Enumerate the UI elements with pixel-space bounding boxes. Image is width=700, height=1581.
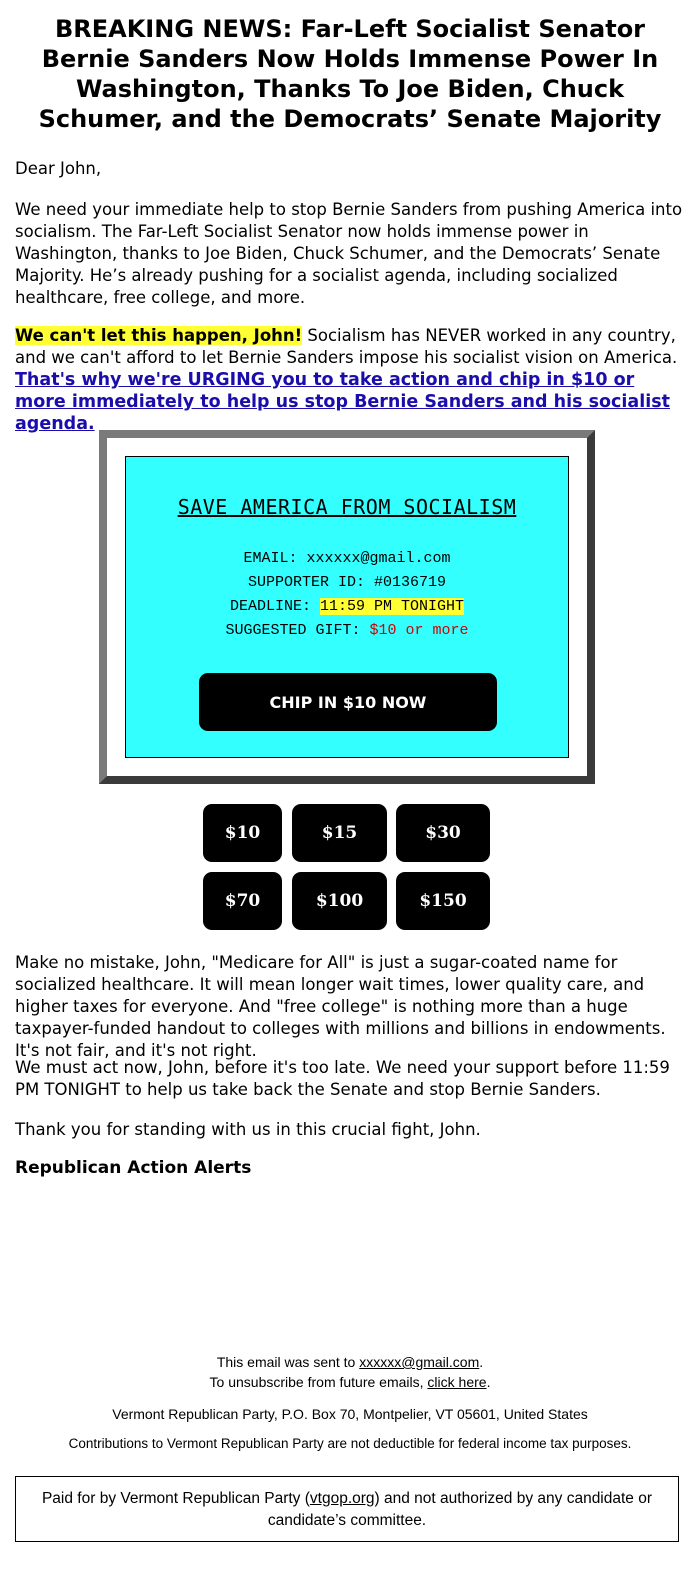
suggested-gift-value: $10 or more: [369, 622, 469, 639]
sent-to-text: This email was sent to: [216, 1354, 360, 1370]
mailing-address: Vermont Republican Party, P.O. Box 70, Montpelier, VT 05601, United States: [112, 1406, 588, 1422]
tax-disclaimer: Contributions to Vermont Republican Party are not deductible for federal income tax purposes.: [68, 1436, 632, 1451]
greeting: Dear John,: [15, 159, 102, 178]
unsubscribe-link[interactable]: click here: [427, 1374, 487, 1390]
thank-you-paragraph: Thank you for standing with us in this crucial fight, John.: [15, 1120, 481, 1139]
donate-link[interactable]: That's why we're URGING you to take action and chip in $10 or more immediately to help us stop Bernie Sanders and his socialist agenda.: [15, 370, 670, 434]
suggested-gift-line: [126, 621, 568, 641]
donation-box-title: SAVE AMERICA FROM SOCIALISM: [177, 495, 517, 519]
urgency-text: Socialism has NEVER worked in any country, and we can't afford to let Bernie Sanders impose his socialist vision on America.: [15, 326, 678, 367]
amount-button-15[interactable]: $15: [292, 804, 387, 862]
supporter-id-line: [126, 573, 568, 593]
supporter-id-label: SUPPORTER ID:: [247, 574, 374, 591]
highlighted-callout: We can't let this happen, John!: [15, 326, 303, 345]
sent-to-email-link[interactable]: xxxxxx@gmail.com: [359, 1354, 480, 1370]
intro-paragraph: We need your immediate help to stop Bernie Sanders from pushing America into socialism. The Far-Left Socialist Senator now holds immense power in Washington, thanks to Joe Biden, Chuck Schumer, and the Democrats’ Senate Majority. He’s already pushing for a socialist agenda, including socialized healthcare, free college, and more.: [15, 200, 683, 307]
unsubscribe-suffix: .: [486, 1374, 491, 1390]
amount-button-30[interactable]: $30: [396, 804, 490, 862]
amount-button-70[interactable]: $70: [203, 872, 282, 930]
vtgop-link[interactable]: vtgop.org: [309, 1490, 375, 1507]
amount-button-150[interactable]: $150: [396, 872, 490, 930]
unsubscribe-line: [0, 1372, 700, 1392]
supporter-id-value: #0136719: [374, 574, 447, 591]
email-line: [126, 549, 568, 569]
act-now-paragraph: We must act now, John, before it's too late. We need your support before 11:59 PM TONIGHT to help us take back the Senate and stop Bernie Sanders.: [15, 1058, 670, 1099]
amount-button-100[interactable]: $100: [292, 872, 387, 930]
paid-for-disclaimer: [15, 1476, 679, 1542]
donation-box[interactable]: [125, 456, 569, 758]
email-value: xxxxxx@gmail.com: [306, 550, 451, 567]
deadline-line: [126, 597, 568, 617]
signature: Republican Action Alerts: [15, 1158, 252, 1178]
sent-to-line: [0, 1352, 700, 1372]
paid-for-text: Paid for by Vermont Republican Party (: [41, 1490, 310, 1507]
deadline-label: DEADLINE:: [229, 598, 320, 615]
deadline-value: 11:59 PM TONIGHT: [319, 598, 465, 615]
suggested-gift-label: SUGGESTED GIFT:: [225, 622, 370, 639]
sent-to-suffix: .: [479, 1354, 484, 1370]
medicare-paragraph: Make no mistake, John, "Medicare for All" is just a sugar-coated name for socialized healthcare. It will mean longer wait times, lower quality care, and higher taxes for everyone. And "free college" is nothing more than a huge taxpayer-funded handout to colleges with millions and billions in endowments. It's not fair, and it's not right.: [15, 953, 666, 1060]
amount-button-10[interactable]: $10: [203, 804, 282, 862]
urgency-paragraph: [15, 325, 685, 435]
unsubscribe-text: To unsubscribe from future emails,: [209, 1374, 428, 1390]
email-label: EMAIL:: [243, 550, 307, 567]
headline: BREAKING NEWS: Far-Left Socialist Senator Bernie Sanders Now Holds Immense Power In Washington, Thanks To Joe Biden, Chuck Schumer, and the Democrats’ Senate Majority: [38, 15, 662, 133]
chip-in-button[interactable]: CHIP IN $10 NOW: [199, 673, 497, 731]
paid-for-suffix: ) and not authorized by any candidate or candidate’s committee.: [267, 1490, 653, 1529]
